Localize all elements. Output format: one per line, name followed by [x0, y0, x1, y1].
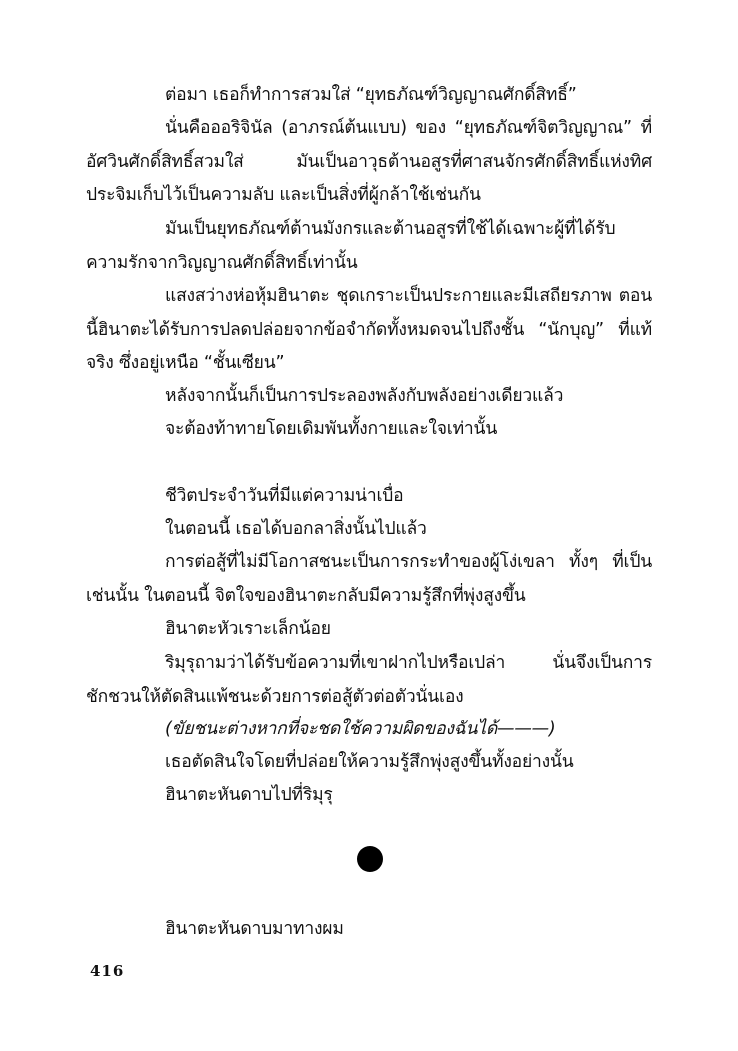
page-number: 416 — [90, 962, 125, 980]
paragraph-12-italic-thought: (ขัยชนะต่างหากที่จะชดใช้ความผิดของฉันได้———) — [165, 719, 556, 739]
paragraph-2: นั่นคือออริจินัล (อาภรณ์ต้นแบบ) ของ “ยุทธภัณฑ์จิตวิญญาณ” ที่อัศวินศักดิ์สิทธิ์สวมใส่ มันเป็นอาวุธต้านอสูรที่ศาสนจักรศักดิ์สิทธิ์แห่งทิศประจิมเก็บไว้เป็นความลับ และเป็นสิ่งที่ผู้กล้าใช้เช่นกัน — [86, 118, 652, 205]
paragraph-1: ต่อมา เธอก็ทำการสวมใส่ “ยุทธภัณฑ์วิญญาณศักดิ์สิทธิ์” — [165, 85, 577, 105]
paragraph-9: การต่อสู้ที่ไม่มีโอกาสชนะเป็นการกระทำของผู้โง่เขลา ทั้งๆ ที่เป็นเช่นนั้น ในตอนนี้ จิตใจของฮินาตะกลับมีความรู้สึกที่พุ่งสูงขึ้น — [86, 552, 652, 606]
paragraph-11: ริมุรุถามว่าได้รับข้อความที่เขาฝากไปหรือเปล่า นั่นจึงเป็นการชักชวนให้ตัดสินแพ้ชนะด้วยการต่อสู้ตัวต่อตัวนั่นเอง — [86, 653, 652, 707]
paragraph-6: จะต้องท้าทายโดยเดิมพันทั้งกายและใจเท่านั้น — [165, 419, 498, 439]
paragraph-14: ฮินาตะหันดาบไปที่ริมุรุ — [165, 785, 333, 805]
paragraph-5: หลังจากนั้นก็เป็นการประลองพลังกับพลังอย่างเดียวแล้ว — [165, 386, 564, 406]
paragraph-4: แสงสว่างห่อหุ้มฮินาตะ ชุดเกราะเป็นประกายและมีเสถียรภาพ ตอนนี้ฮินาตะได้รับการปลดปล่อยจากข้อจำกัดทั้งหมดจนไปถึงชั้น “นักบุญ” ที่แท้จริง ซึ่งอยู่เหนือ “ชั้นเซียน” — [86, 286, 652, 373]
paragraph-7: ชีวิตประจำวันที่มีแต่ความน่าเบื่อ — [165, 486, 404, 506]
paragraph-8: ในตอนนี้ เธอได้บอกลาสิ่งนั้นไปแล้ว — [165, 519, 427, 539]
paragraph-13: เธอตัดสินใจโดยที่ปล่อยให้ความรู้สึกพุ่งสูงขึ้นทั้งอย่างนั้น — [165, 752, 574, 772]
paragraph-3: มันเป็นยุทธภัณฑ์ต้านมังกรและต้านอสูรที่ใช้ได้เฉพาะผู้ที่ได้รับความรักจากวิญญาณศักดิ์สิทธิ์เท่านั้น — [86, 219, 616, 273]
paragraph-10: ฮินาตะหัวเราะเล็กน้อย — [165, 619, 331, 639]
section-break-dot — [357, 846, 383, 872]
paragraph-15: ฮินาตะหันดาบมาทางผม — [165, 919, 344, 939]
